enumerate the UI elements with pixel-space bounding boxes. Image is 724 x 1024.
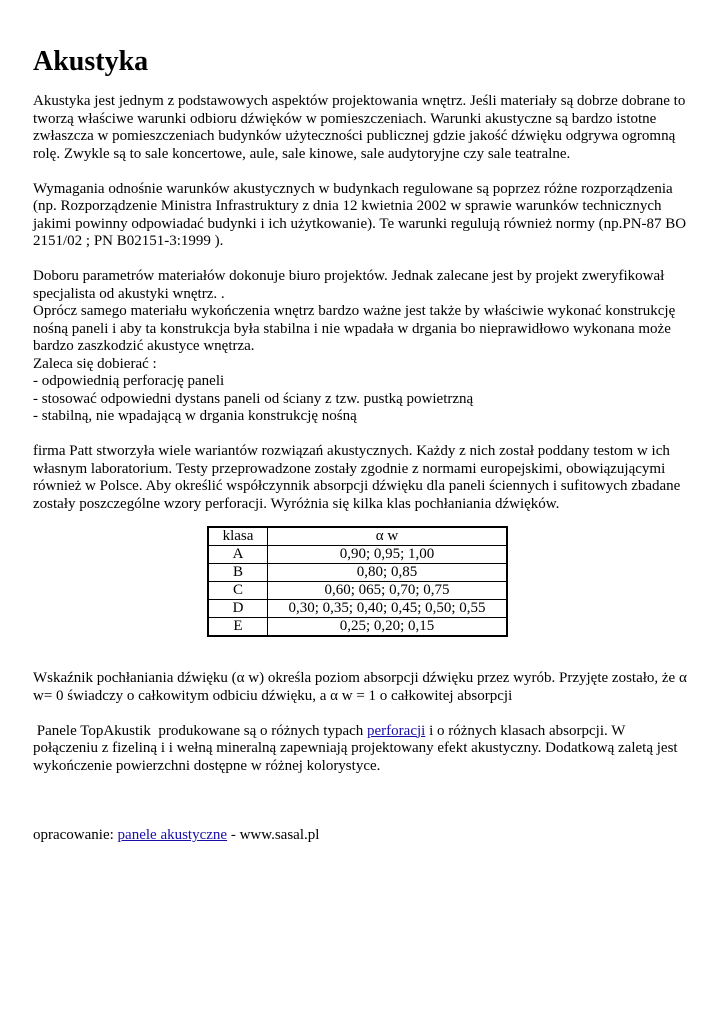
table-row bbox=[208, 600, 507, 618]
table-row bbox=[208, 582, 507, 600]
paragraph-text: i o różnych klasach absorpcji. W połączeniu z fizeliną i i wełną mineralną zapewniają projektowany efekt akustyczny. Dodatkową zaletą jest wykończenie powierzchni dostępne w różnej kolorystyce. bbox=[33, 722, 678, 774]
paragraph-absorption-index: Wskaźnik pochłaniania dźwięku (α w) określa poziom absorpcji dźwięku przez wyrób. Przyjęte zostało, że α w= 0 świadczy o całkowitym odbiciu dźwięku, a α w = 1 o całkowitej absorpcji bbox=[33, 670, 687, 704]
list-item: - stosować odpowiedni dystans paneli od ściany z tzw. pustką powietrzną bbox=[33, 390, 474, 407]
table-header-row bbox=[208, 527, 507, 546]
credit-site: - www.sasal.pl bbox=[227, 827, 320, 843]
table-header-alpha: α w bbox=[268, 527, 508, 546]
paragraph-design-office: Doboru parametrów materiałów dokonuje biuro projektów. Jednak zalecane jest by projekt zweryfikował specjalista od akustyki wnętrz. . bbox=[33, 268, 665, 302]
paragraph-text: Panele TopAkustik produkowane są o różnych typach bbox=[33, 722, 368, 739]
credit-label: opracowanie: bbox=[33, 827, 118, 843]
table-cell-class: A bbox=[208, 546, 268, 564]
table-cell-values: 0,60; 065; 0,70; 0,75 bbox=[268, 582, 508, 600]
table-cell-class: B bbox=[208, 564, 268, 582]
paragraph-topakustik bbox=[33, 723, 693, 776]
absorption-table bbox=[207, 526, 508, 637]
document-page bbox=[33, 45, 693, 845]
page-title: Akustyka bbox=[33, 46, 149, 77]
table-cell-values: 0,30; 0,35; 0,40; 0,45; 0,50; 0,55 bbox=[268, 600, 508, 618]
paragraph-patt: firma Patt stworzyła wiele wariantów rozwiązań akustycznych. Każdy z nich został poddany testom w ich własnym laboratorium. Testy przeprowadzone zostały zgodnie z normami europejskimi, obowiązującymi również w Polsce. Aby określić współczynnik absorpcji dźwięku dla paneli ściennych i sufitowych zbadane zostały poszczególne wzory perforacji. Wyróżnia się kilka klas pochłaniania dźwięków. bbox=[33, 443, 681, 512]
list-item: - stabilną, nie wpadającą w drgania konstrukcję nośną bbox=[33, 408, 357, 424]
table-cell-values: 0,25; 0,20; 0,15 bbox=[268, 618, 508, 637]
table-cell-class: D bbox=[208, 600, 268, 618]
list-item: - odpowiednią perforację paneli bbox=[33, 373, 225, 389]
table-cell-class: E bbox=[208, 618, 268, 637]
acoustic-panels-link[interactable]: panele akustyczne bbox=[117, 827, 228, 843]
paragraph-intro: Akustyka jest jednym z podstawowych aspektów projektowania wnętrz. Jeśli materiały są dobrze dobrane to tworzą właściwe warunki odbioru dźwięków w pomieszczeniach. Warunki akustyczne są bardzo istotne zwłaszcza w pomieszczeniach budynków użyteczności publicznej gdzie jakość dźwięku odgrywa ogromną rolę. Zwykle są to sale koncertowe, aule, sale kinowe, sale audytoryjne czy sale teatralne. bbox=[33, 93, 686, 162]
table-cell-class: C bbox=[208, 582, 268, 600]
table-header-class: klasa bbox=[208, 527, 268, 546]
table-row bbox=[208, 618, 507, 637]
credit-line bbox=[33, 827, 693, 845]
paragraph-construction: Oprócz samego materiału wykończenia wnętrz bardzo ważne jest także by właściwie wykonać konstrukcję nośną paneli i aby ta konstrukcja była stabilna i nie wpadała w drgania bo nieprawidłowo wykonana może bardzo zaszkodzić akustyce wnętrza. bbox=[33, 303, 676, 354]
table-cell-values: 0,90; 0,95; 1,00 bbox=[268, 546, 508, 564]
table-cell-values: 0,80; 0,85 bbox=[268, 564, 508, 582]
table-row bbox=[208, 546, 507, 564]
absorption-table-wrapper bbox=[207, 526, 693, 637]
paragraph-regulations: Wymagania odnośnie warunków akustycznych w budynkach regulowane są poprzez różne rozporządzenia (np. Rozporządzenie Ministra Infrastruktury z dnia 12 kwietnia 2002 w sprawie warunków technicznych jakimi powinny odpowiadać budynki i ich użytkowanie). Te warunki regulują również normy (np.PN-87 BO 2151/02 ; PN B02151-3:1999 ). bbox=[33, 180, 687, 249]
paragraph-recommendation: Zaleca się dobierać : bbox=[33, 355, 157, 372]
table-row bbox=[208, 564, 507, 582]
perforation-link[interactable]: perforacji bbox=[367, 722, 426, 739]
